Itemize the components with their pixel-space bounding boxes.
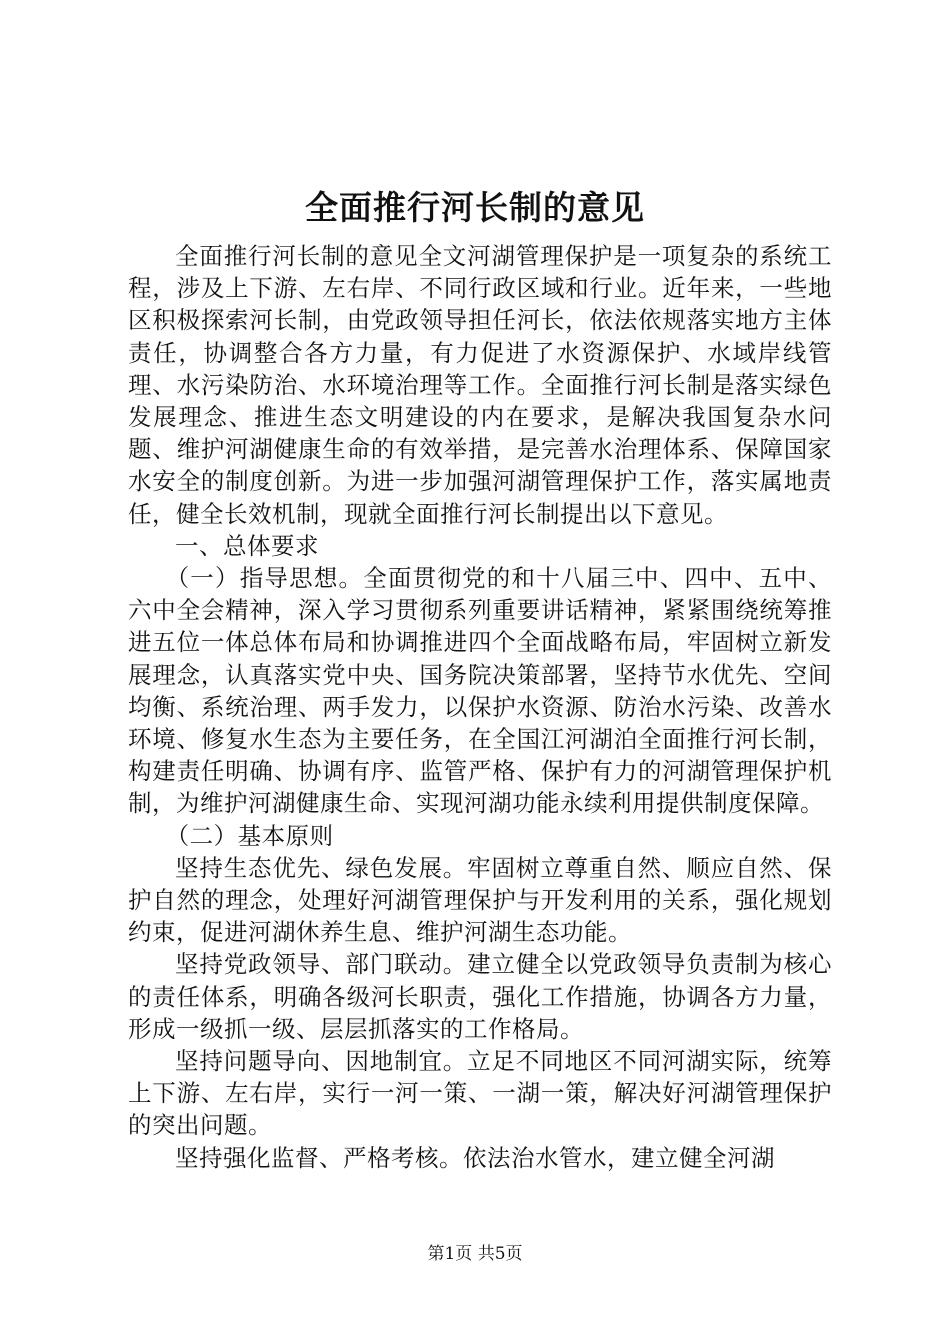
paragraph-principle-supervision: 坚持强化监督、严格考核。依法治水管水，建立健全河湖	[175, 1143, 775, 1172]
paragraph-guiding-ideology: （一）指导思想。全面贯彻党的和十八届三中、四中、五中、六中全会精神，深入学习贯彻系列重要讲话精神，紧紧围绕统筹推进五位一体总体布局和协调推进四个全面战略布局，牢固树立新发展理念，认真落实党中央、国务院决策部署，坚持节水优先、空间均衡、系统治理、两手发力，以保护水资源、防治水污染、改善水环境、修复水生态为主要任务，在全国江河湖泊全面推行河长制，构建责任明确、协调有序、监管严格、保护有力的河湖管理保护机制，为维护河湖健康生命、实现河湖功能永续利用提供制度保障。	[128, 564, 832, 818]
section-heading-basic-principles: （二）基本原则	[165, 821, 334, 850]
paragraph-principle-ecology: 坚持生态优先、绿色发展。牢固树立尊重自然、顺应自然、保护自然的理念，处理好河湖管理保护与开发利用的关系，强化规划约束，促进河湖休养生息、维护河湖生态功能。	[128, 853, 832, 947]
section-heading-general-requirements: 一、总体要求	[175, 531, 319, 560]
document-body	[128, 240, 832, 1174]
page-footer: 第1页 共5页	[427, 1244, 523, 1264]
paragraph-intro: 全面推行河长制的意见全文河湖管理保护是一项复杂的系统工程，涉及上下游、左右岸、不同行政区域和行业。近年来，一些地区积极探索河长制，由党政领导担任河长，依法依规落实地方主体责任，协调整合各方力量，有力促进了水资源保护、水域岸线管理、水污染防治、水环境治理等工作。全面推行河长制是落实绿色发展理念、推进生态文明建设的内在要求，是解决我国复杂水问题、维护河湖健康生命的有效举措，是完善水治理体系、保障国家水安全的制度创新。为进一步加强河湖管理保护工作，落实属地责任，健全长效机制，现就全面推行河长制提出以下意见。	[128, 242, 832, 528]
paragraph-principle-leadership: 坚持党政领导、部门联动。建立健全以党政领导负责制为核心的责任体系，明确各级河长职责，强化工作措施，协调各方力量，形成一级抓一级、层层抓落实的工作格局。	[128, 950, 832, 1043]
document-title: 全面推行河长制的意见	[305, 188, 645, 227]
paragraph-principle-problem-oriented: 坚持问题导向、因地制宜。立足不同地区不同河湖实际，统筹上下游、左右岸，实行一河一策、一湖一策，解决好河湖管理保护的突出问题。	[128, 1047, 832, 1140]
